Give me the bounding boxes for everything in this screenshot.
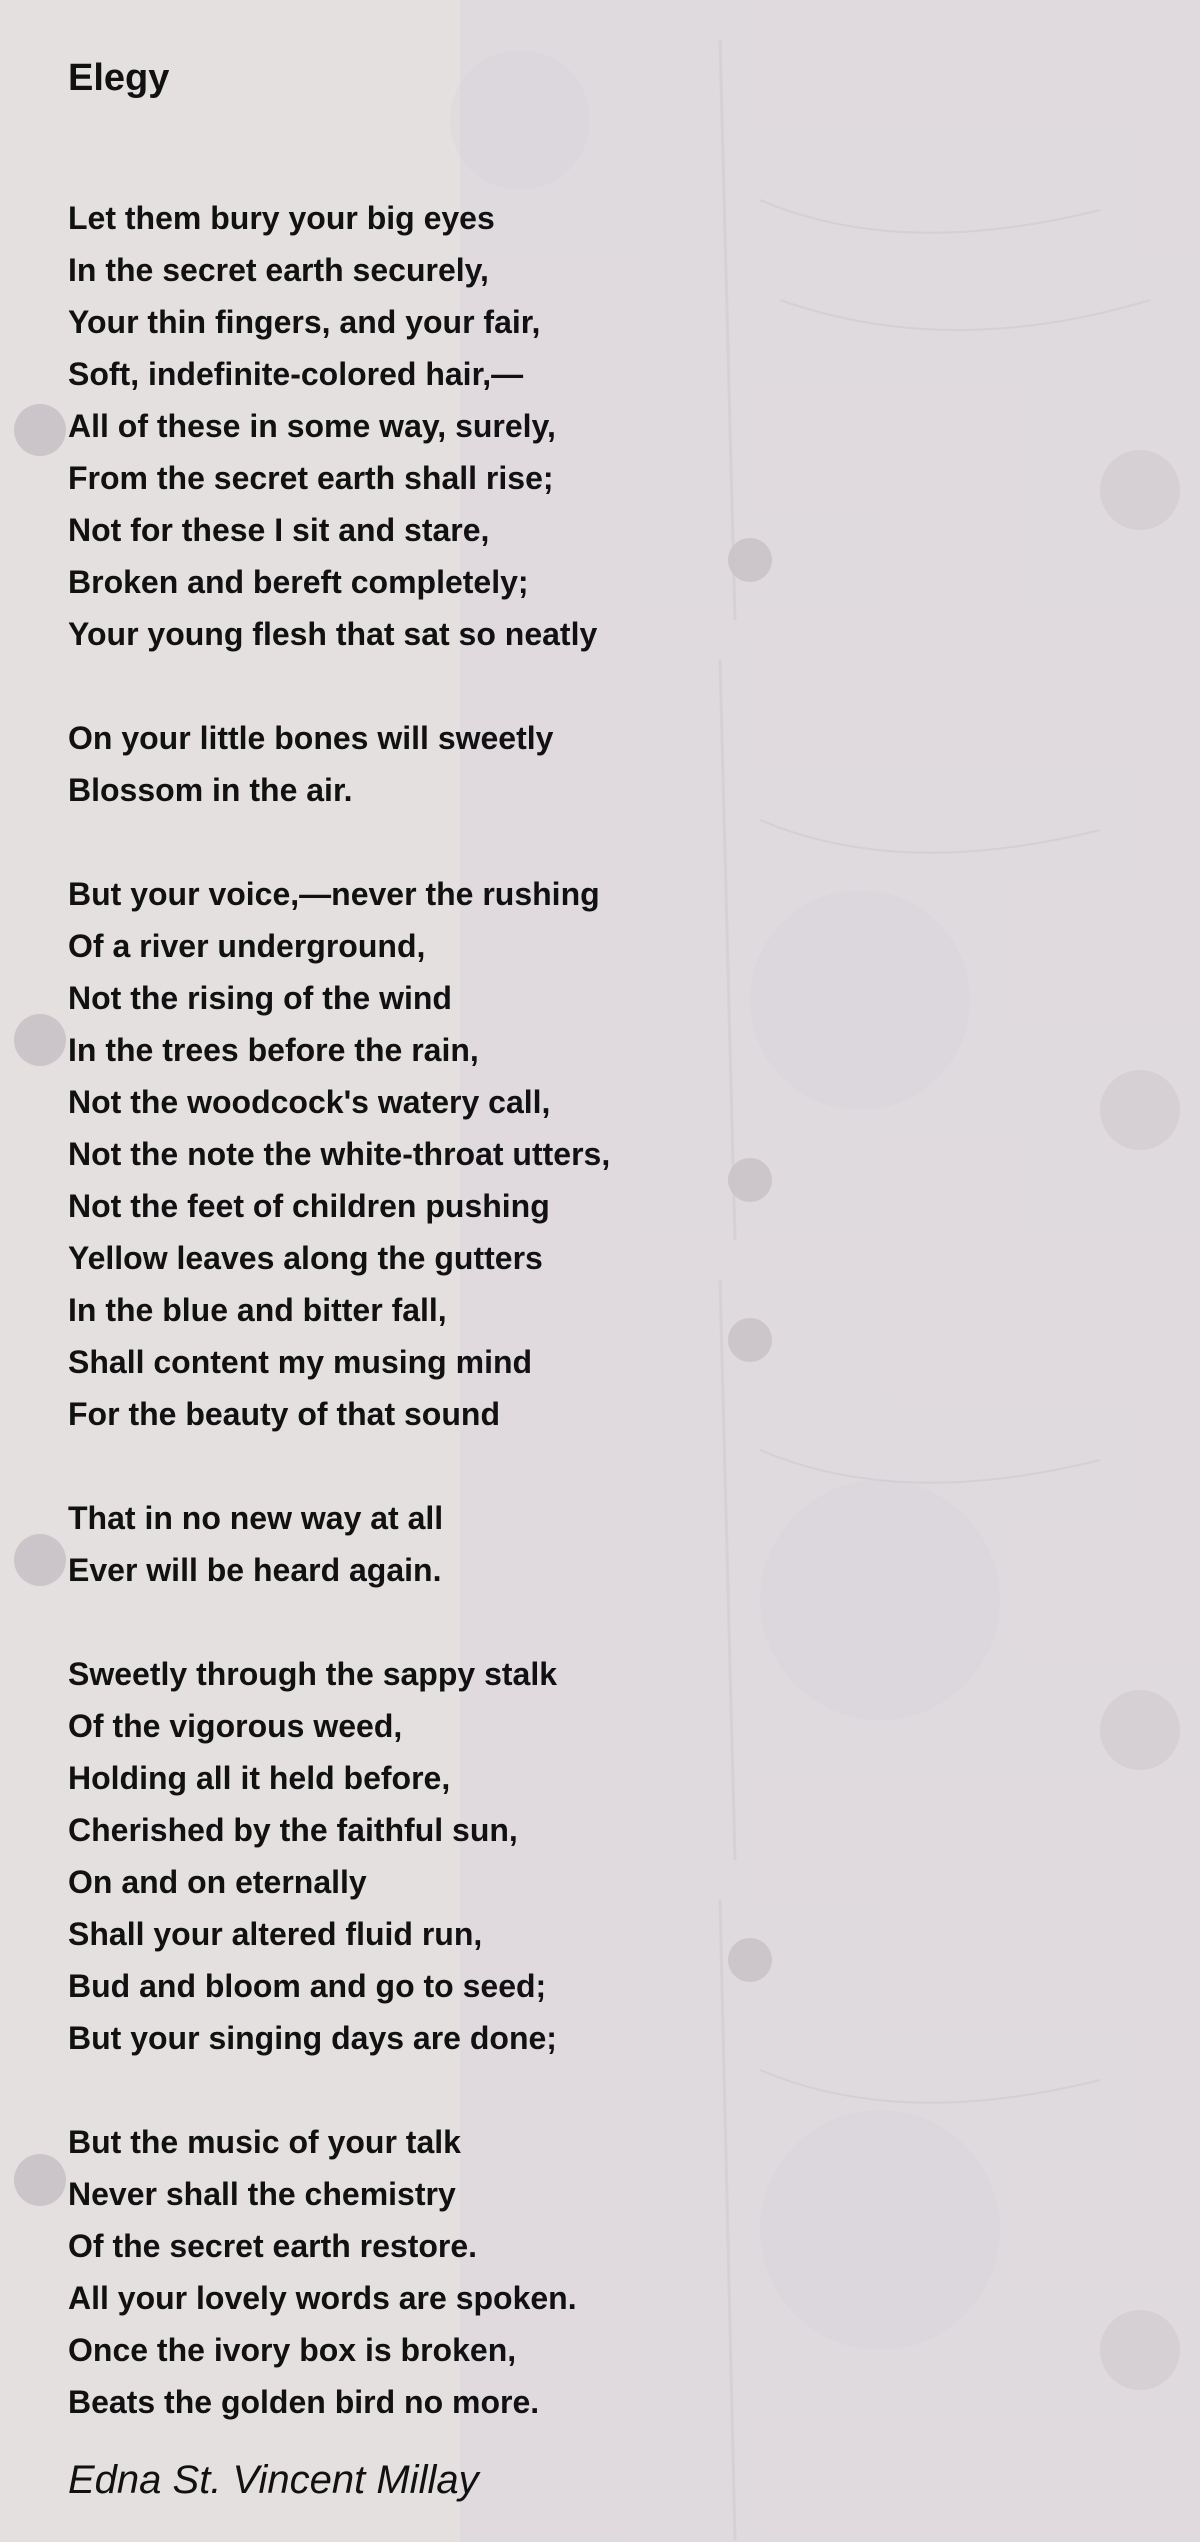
poem-line: Of the vigorous weed, <box>68 1708 403 1744</box>
poem-line: Holding all it held before, <box>68 1760 451 1796</box>
stanza <box>68 192 1068 660</box>
poem-line: All your lovely words are spoken. <box>68 2280 577 2316</box>
poem-line: Blossom in the air. <box>68 772 353 808</box>
poem-line: But your voice,—never the rushing <box>68 876 600 912</box>
poem-line: Bud and bloom and go to seed; <box>68 1968 547 2004</box>
poem-line: Never shall the chemistry <box>68 2176 456 2212</box>
poem-line: Beats the golden bird no more. <box>68 2384 540 2420</box>
stanza <box>68 712 1068 816</box>
poem-line: Yellow leaves along the gutters <box>68 1240 543 1276</box>
poem-line: Shall content my musing mind <box>68 1344 533 1380</box>
poem-line: On your little bones will sweetly <box>68 720 554 756</box>
poem-line: Soft, indefinite-colored hair,— <box>68 356 524 392</box>
stanza <box>68 868 1068 1440</box>
poem-line: Shall your altered fluid run, <box>68 1916 483 1952</box>
poem-line: For the beauty of that sound <box>68 1396 500 1432</box>
stanza <box>68 1492 1068 1596</box>
poem-line: Let them bury your big eyes <box>68 200 495 236</box>
poem-line: Not the woodcock's watery call, <box>68 1084 551 1120</box>
stanza <box>68 1648 1068 2064</box>
poem-line: Your young flesh that sat so neatly <box>68 616 598 652</box>
poem-line: On and on eternally <box>68 1864 367 1900</box>
poem-line: That in no new way at all <box>68 1500 444 1536</box>
stanza <box>68 2116 1068 2428</box>
poem-line: In the secret earth securely, <box>68 252 489 288</box>
poem-line: Not the rising of the wind <box>68 980 452 1016</box>
poem-line: Ever will be heard again. <box>68 1552 442 1588</box>
poem-line: Once the ivory box is broken, <box>68 2332 517 2368</box>
poem-line: Your thin fingers, and your fair, <box>68 304 541 340</box>
poem-title: Elegy <box>68 57 170 99</box>
poem-line: In the trees before the rain, <box>68 1032 479 1068</box>
poem-author: Edna St. Vincent Millay <box>68 2458 479 2502</box>
poem-body <box>68 192 1068 2428</box>
poem-line: But your singing days are done; <box>68 2020 557 2056</box>
poem-line: Sweetly through the sappy stalk <box>68 1656 557 1692</box>
poem-line: Not the feet of children pushing <box>68 1188 550 1224</box>
poem-line: Of the secret earth restore. <box>68 2228 478 2264</box>
poem-line: Cherished by the faithful sun, <box>68 1812 518 1848</box>
poem-line: From the secret earth shall rise; <box>68 460 554 496</box>
poem-line: All of these in some way, surely, <box>68 408 556 444</box>
poem-line: But the music of your talk <box>68 2124 461 2160</box>
poem-line: Of a river underground, <box>68 928 426 964</box>
poem-line: Not for these I sit and stare, <box>68 512 490 548</box>
poem-line: In the blue and bitter fall, <box>68 1292 447 1328</box>
poem-page <box>68 48 1068 2510</box>
poem-line: Not the note the white-throat utters, <box>68 1136 611 1172</box>
poem-line: Broken and bereft completely; <box>68 564 529 600</box>
